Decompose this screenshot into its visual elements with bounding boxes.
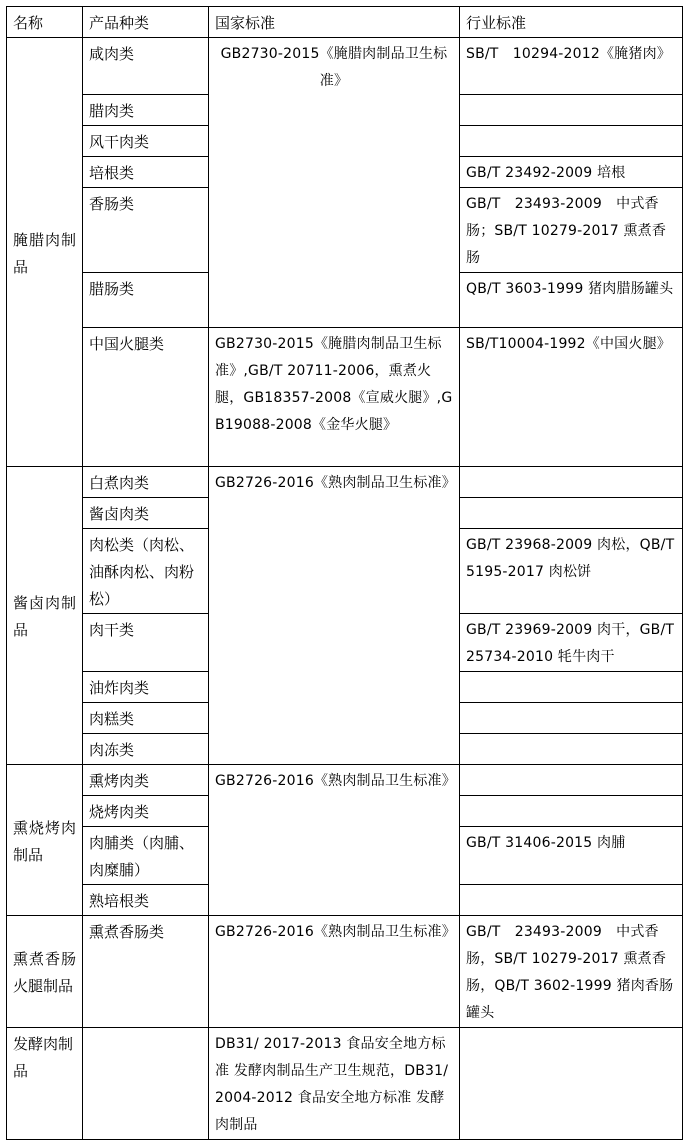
product-cell: 肉干类 bbox=[83, 614, 209, 672]
header-national: 国家标准 bbox=[209, 7, 460, 38]
product-cell: 培根类 bbox=[83, 157, 209, 188]
product-cell: 白煮肉类 bbox=[83, 467, 209, 498]
header-row bbox=[7, 7, 683, 38]
national-standard-cell: DB31/ 2017-2013 食品安全地方标准 发酵肉制品生产卫生规范，DB31/ 2004-2012 食品安全地方标准 发酵肉制品 bbox=[209, 1028, 460, 1140]
table-row bbox=[7, 1028, 683, 1140]
industry-standard-cell bbox=[460, 467, 683, 498]
industry-standard-cell: GB/T 31406-2015 肉脯 bbox=[460, 827, 683, 885]
product-cell: 熏烤肉类 bbox=[83, 765, 209, 796]
industry-standard-cell bbox=[460, 734, 683, 765]
industry-standard-cell: GB/T 23492-2009 培根 bbox=[460, 157, 683, 188]
standards-table bbox=[6, 6, 683, 1140]
product-cell: 酱卤肉类 bbox=[83, 498, 209, 529]
group-name: 腌腊肉制品 bbox=[7, 38, 83, 467]
industry-standard-cell: SB/T10004-1992《中国火腿》 bbox=[460, 328, 683, 467]
industry-standard-cell bbox=[460, 1028, 683, 1140]
industry-standard-cell bbox=[460, 703, 683, 734]
header-industry: 行业标准 bbox=[460, 7, 683, 38]
header-name: 名称 bbox=[7, 7, 83, 38]
header-product: 产品种类 bbox=[83, 7, 209, 38]
national-standard-cell: GB2726-2016《熟肉制品卫生标准》 bbox=[209, 765, 460, 916]
product-cell: 香肠类 bbox=[83, 188, 209, 273]
industry-standard-cell bbox=[460, 885, 683, 916]
industry-standard-cell bbox=[460, 498, 683, 529]
table-row bbox=[7, 328, 683, 467]
group-name: 熏烧烤肉制品 bbox=[7, 765, 83, 916]
product-cell bbox=[83, 1028, 209, 1140]
industry-standard-cell bbox=[460, 672, 683, 703]
product-cell: 肉脯类（肉脯、肉糜脯） bbox=[83, 827, 209, 885]
product-cell: 腊肠类 bbox=[83, 273, 209, 328]
product-cell: 肉冻类 bbox=[83, 734, 209, 765]
table-row bbox=[7, 916, 683, 1028]
industry-standard-cell bbox=[460, 126, 683, 157]
group-name: 酱卤肉制品 bbox=[7, 467, 83, 765]
national-standard-cell: GB2726-2016《熟肉制品卫生标准》 bbox=[209, 916, 460, 1028]
industry-standard-cell: GB/T 23969-2009 肉干，GB/T 25734-2010 牦牛肉干 bbox=[460, 614, 683, 672]
product-cell: 腊肉类 bbox=[83, 95, 209, 126]
industry-standard-cell bbox=[460, 95, 683, 126]
national-standard-cell: GB2730-2015《腌腊肉制品卫生标准》,GB/T 20711-2006，熏煮火腿，GB18357-2008《宣威火腿》,GB19088-2008《金华火腿》 bbox=[209, 328, 460, 467]
industry-standard-cell bbox=[460, 765, 683, 796]
industry-standard-cell: GB/T 23493-2009 中式香肠，SB/T 10279-2017 熏煮香肠，QB/T 3602-1999 猪肉香肠罐头 bbox=[460, 916, 683, 1028]
product-cell: 熏煮香肠类 bbox=[83, 916, 209, 1028]
industry-standard-cell: QB/T 3603-1999 猪肉腊肠罐头 bbox=[460, 273, 683, 328]
national-standard-cell: GB2730-2015《腌腊肉制品卫生标准》 bbox=[209, 38, 460, 328]
group-name: 发酵肉制品 bbox=[7, 1028, 83, 1140]
product-cell: 肉松类（肉松、油酥肉松、肉粉松） bbox=[83, 529, 209, 614]
product-cell: 油炸肉类 bbox=[83, 672, 209, 703]
national-standard-cell: GB2726-2016《熟肉制品卫生标准》 bbox=[209, 467, 460, 765]
industry-standard-cell: GB/T 23493-2009 中式香肠；SB/T 10279-2017 熏煮香肠 bbox=[460, 188, 683, 273]
group-name: 熏煮香肠火腿制品 bbox=[7, 916, 83, 1028]
product-cell: 中国火腿类 bbox=[83, 328, 209, 467]
industry-standard-cell: SB/T 10294-2012《腌猪肉》 bbox=[460, 38, 683, 95]
product-cell: 咸肉类 bbox=[83, 38, 209, 95]
product-cell: 肉糕类 bbox=[83, 703, 209, 734]
table-row bbox=[7, 765, 683, 796]
industry-standard-cell: GB/T 23968-2009 肉松，QB/T 5195-2017 肉松饼 bbox=[460, 529, 683, 614]
product-cell: 风干肉类 bbox=[83, 126, 209, 157]
industry-standard-cell bbox=[460, 796, 683, 827]
product-cell: 烧烤肉类 bbox=[83, 796, 209, 827]
product-cell: 熟培根类 bbox=[83, 885, 209, 916]
table-row bbox=[7, 38, 683, 95]
table-row bbox=[7, 467, 683, 498]
